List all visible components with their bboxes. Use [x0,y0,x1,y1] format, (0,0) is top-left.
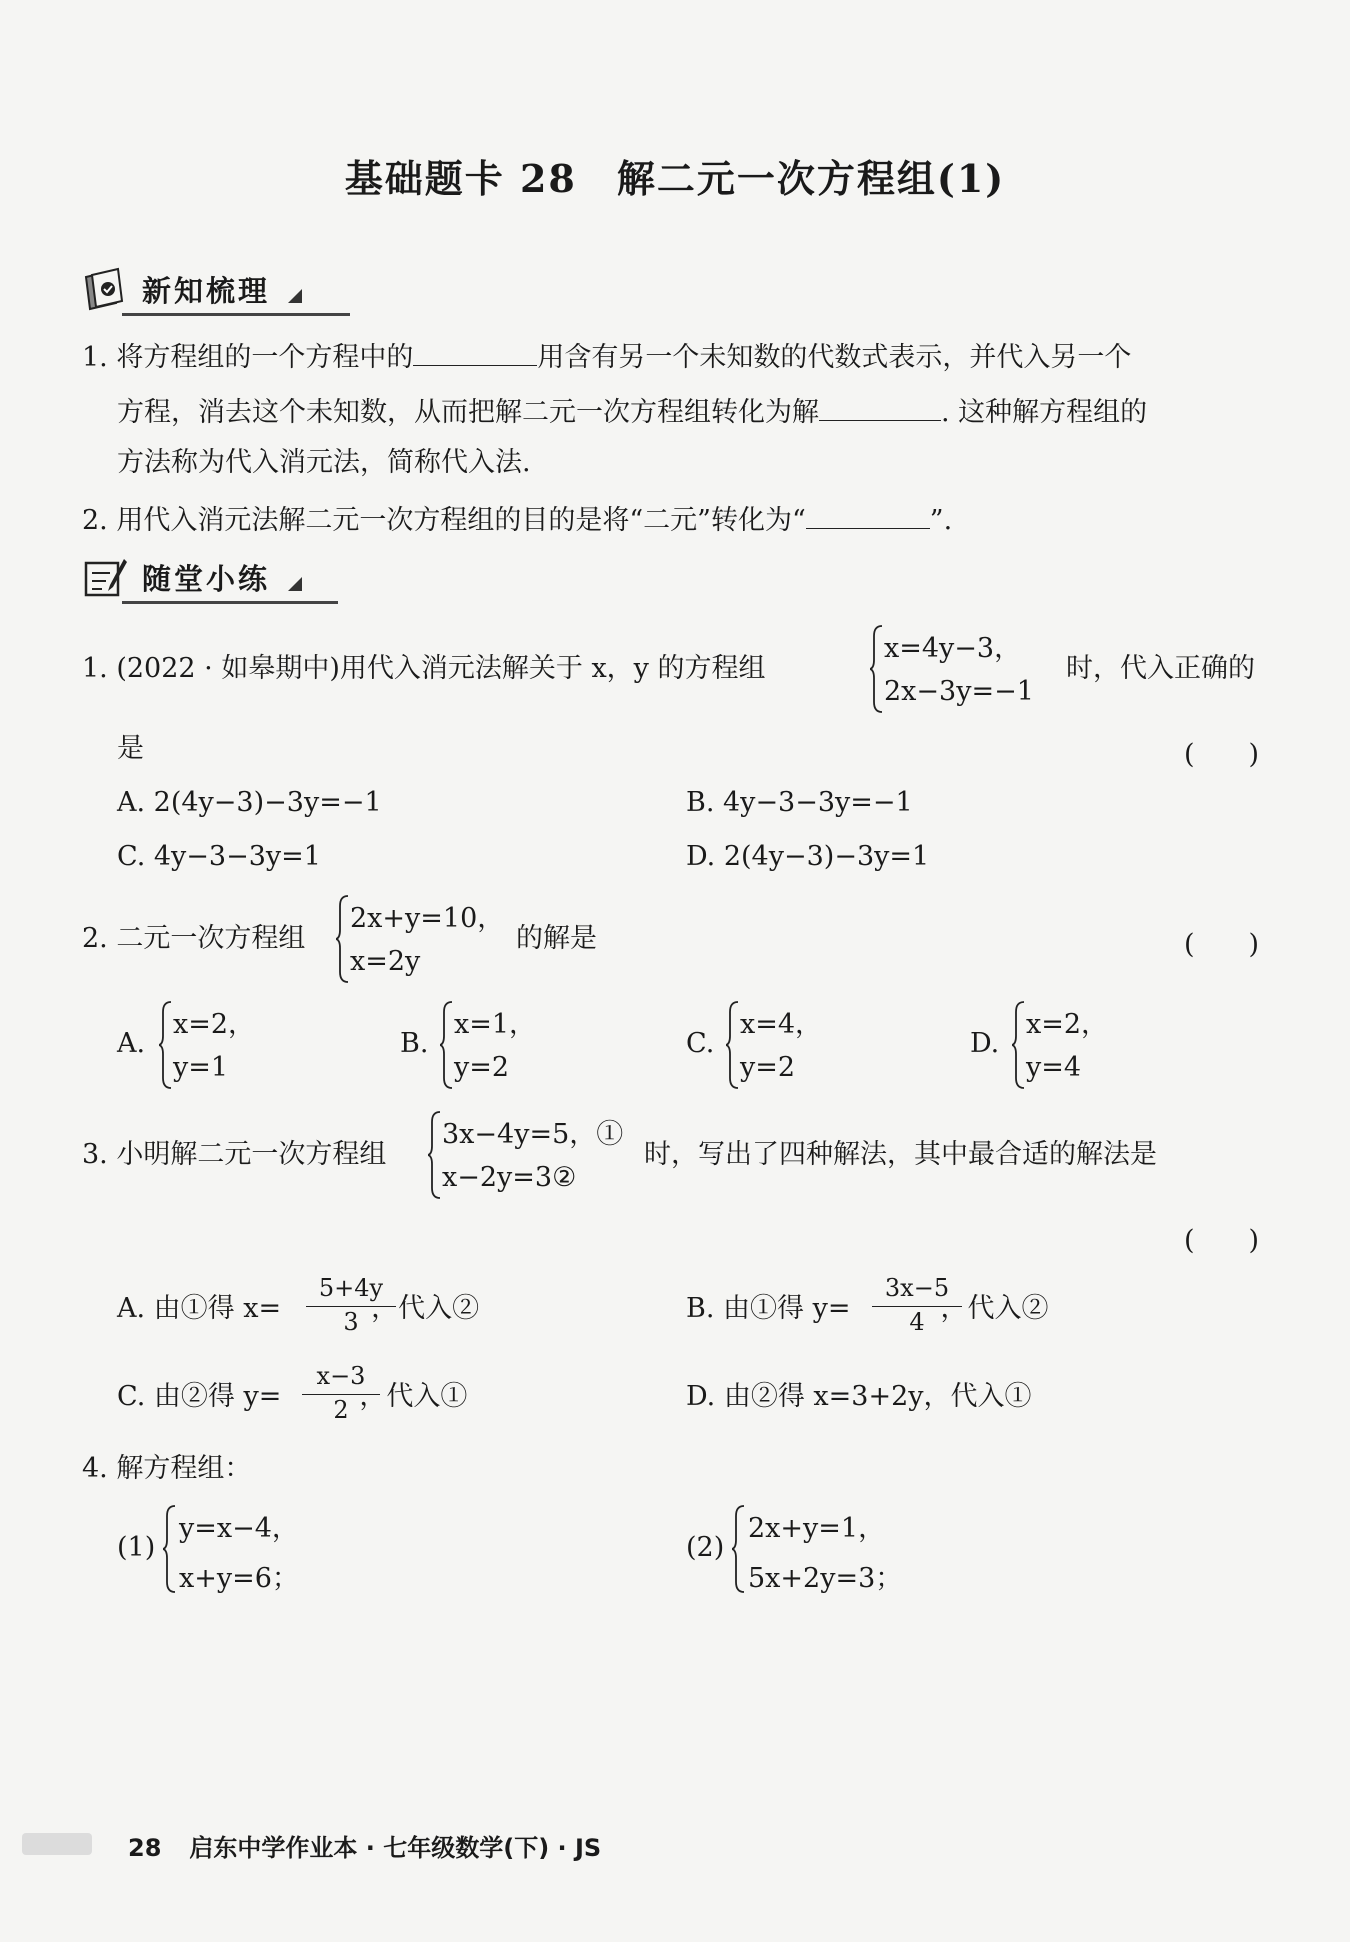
page-number: 28 [128,1834,162,1862]
answer-paren-2: ( ) [1184,929,1260,960]
q3-option-c: C. 由②得 y= ，代入① [117,1381,468,1412]
question-1-stem: 1. (2022 · 如皋期中)用代入消元法解关于 x，y 的方程组 [82,653,766,684]
question-3-stem: 3. 小明解二元一次方程组 [82,1139,387,1170]
question-2-stem: 2. 二元一次方程组 [82,923,306,954]
knowledge-item-1-line1: 1. 将方程组的一个方程中的 用含有另一个未知数的代数式表示，并代入另一个 [82,337,1131,375]
question-2-stem-end: 的解是 [516,923,597,954]
knowledge-item-2: 2. 用代入消元法解二元一次方程组的目的是将“二元”转化为“ ”. [82,500,952,538]
section-header-practice [82,554,338,600]
notebook-pencil-icon [82,555,132,599]
question-1-system: x=4y−3， 2x−3y=−1 [870,624,1070,714]
notebook-pen-icon [82,267,132,311]
q2-option-b: B. x=1， y=2 [400,1000,600,1090]
q3-option-c-fraction: x−3 2 [302,1362,380,1426]
knowledge-item-1-line2: 方程，消去这个未知数，从而把解二元一次方程组转化为解 . 这种解方程组的 [117,392,1147,430]
section-label: 随堂小练 [142,561,271,596]
q1-option-d: D. 2(4y−3)−3y=1 [686,841,930,872]
q3-option-a: A. 由①得 x= ，代入② [117,1293,480,1324]
section-header-new-knowledge [82,266,350,312]
q3-option-d: D. 由②得 x=3+2y，代入① [686,1381,1032,1412]
q1-option-b: B. 4y−3−3y=−1 [686,787,913,818]
triangle-icon [288,289,302,303]
book-title: 启东中学作业本 · 七年级数学(下) · JS [189,1834,602,1862]
q2-option-a: A. x=2， y=1 [117,1000,317,1090]
question-4-stem: 4. 解方程组： [82,1453,252,1484]
knowledge-item-1-line3: 方法称为代入消元法，简称代入法. [117,447,531,478]
q3-option-b-fraction: 3x−5 4 [872,1274,962,1338]
q2-option-d: D. x=2， y=4 [970,1000,1170,1090]
q2-option-c: C. x=4， y=2 [686,1000,886,1090]
page-footer [128,1828,601,1863]
answer-paren-3: ( ) [1184,1225,1260,1256]
page-title: 基础题卡 28 解二元一次方程组(1) [344,156,1006,201]
q1-option-a: A. 2(4y−3)−3y=−1 [117,787,382,818]
triangle-icon [288,577,302,591]
q1-option-c: C. 4y−3−3y=1 [117,841,321,872]
question-2-system: 2x+y=10， x=2y [336,894,526,984]
section-label: 新知梳理 [142,273,271,308]
question-4-part-2: (2) 2x+y=1， 5x+2y=3； [686,1504,966,1594]
question-3-stem-end: 时，写出了四种解法，其中最合适的解法是 [644,1139,1157,1170]
question-1-stem-cont: 是 [117,733,144,764]
question-4-part-1: (1) y=x−4， x+y=6； [117,1504,377,1594]
q3-option-a-fraction: 5+4y 3 [306,1274,396,1338]
question-1-stem-end: 时，代入正确的 [1066,653,1255,684]
answer-paren-1: ( ) [1184,739,1260,770]
question-3-system: 3x−4y=5，① x−2y=3② [428,1110,648,1200]
q3-option-b: B. 由①得 y= ，代入② [686,1293,1049,1324]
